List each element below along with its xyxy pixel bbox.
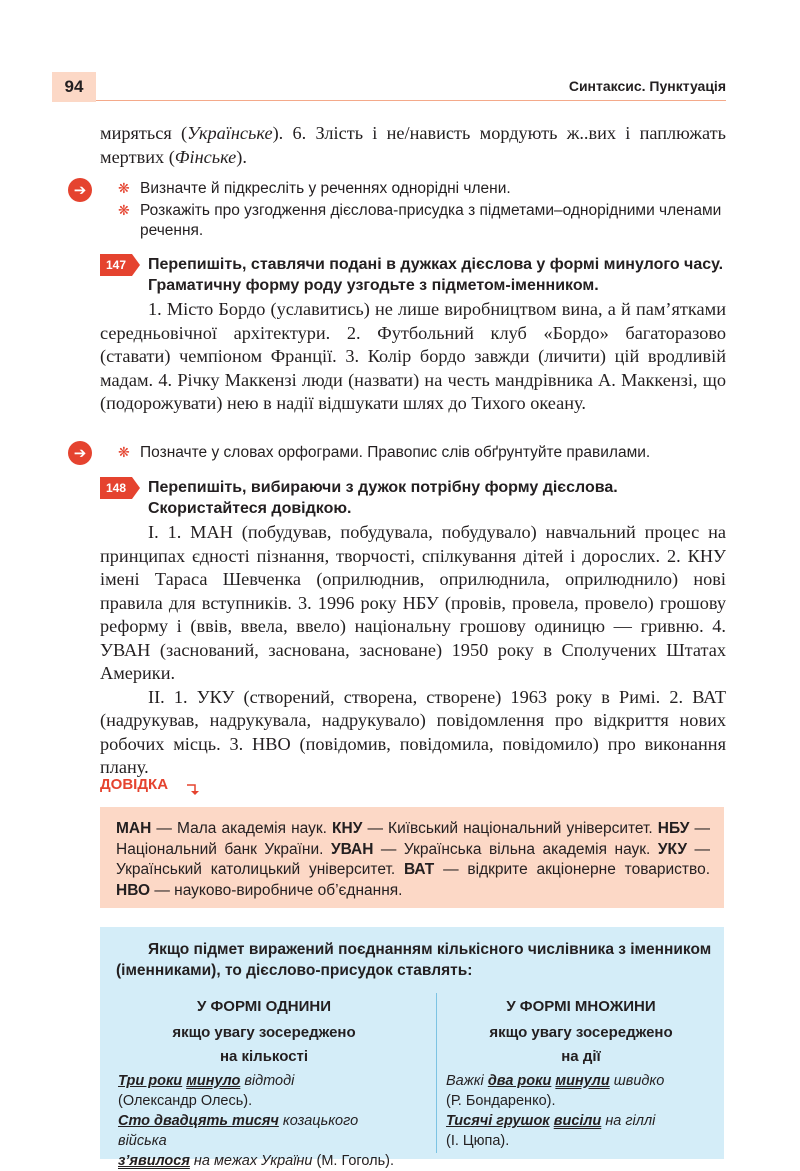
column-heading: У ФОРМІ ОДНИНИ	[197, 998, 331, 1015]
exercise-instruction: Перепишіть, вибираючи з дужок потрібну форму дієслова. Скористайтеся довідкою.	[148, 479, 618, 517]
exercise-instruction: Перепишіть, ставлячи подані в дужках дієслова у формі минулого часу. Граматичну форму роду узгодьте з підметом-іменником.	[148, 256, 724, 294]
exercise-text: І. 1. МАН (побудував, побудувала, побудувало) навчальний процес на принципах єдності пізнання, творчості, спілкування дітей і дорослих. 2. КНУ імені Тараса Шевченка (оприлюднив, оприлюднила, оприлюднило) нові правила для вступників. 3. 1996 року НБУ (провів, провела, провело) грошову реформу і (ввів, ввела, ввело) національну грошову одиницю — гривню. 4. УВАН (заснований, заснована, засноване) 1950 року в Сполучених Штатах Америки. ІІ. 1. УКУ (створений, створена, створене) 1963 року в Римі. 2. ВАТ (надрукував, надрукувала, надрукувало) повідомлення про відкриття нових робочих місць. 3. НВО (повідомив, повідомила, повідомило) про виконання плану.	[100, 522, 726, 777]
top-text: миряться (Українське). 6. Злість і не/нависть мордують ж..вих і паплюжать мертвих (Фінське).	[100, 123, 726, 167]
example: Сто двадцять тисяч козацького війська з’явилося на межах України (М. Гоголь).	[118, 1113, 395, 1169]
column-heading: У ФОРМІ МНОЖИНИ	[506, 998, 656, 1015]
bullet-icon: ❋	[118, 445, 130, 461]
task-item: ❋ Позначте у словах орфограми. Правопис слів обґрунтуйте правилами.	[118, 444, 651, 461]
example: Три роки минуло відтоді (Олександр Олесь).	[118, 1073, 295, 1109]
task-arrow-icon: ➔	[68, 441, 92, 465]
header-divider	[96, 100, 726, 101]
task-item: ❋ Визначте й підкресліть у реченнях однорідні члени.	[118, 180, 511, 197]
rule-box	[100, 927, 724, 1169]
task-item: ❋ Розкажіть про узгодження дієслова-присудка з підметами–однорідними членами речення.	[118, 202, 722, 239]
rule-column-plural	[446, 997, 716, 1151]
reference-title: ДОВІДКА	[100, 776, 169, 793]
example: Важкі два роки минули швидко (Р. Бондаренко).	[446, 1073, 665, 1109]
bullet-icon: ❋	[118, 203, 130, 219]
column-subheading: якщо увагу зосереджено	[172, 1024, 356, 1041]
exercise-number: 148	[100, 477, 132, 499]
rule-column-singular	[118, 997, 410, 1171]
column-subheading: на кількості	[219, 1048, 309, 1065]
bullet-icon: ❋	[118, 181, 130, 197]
task-arrow-icon: ➔	[68, 178, 92, 202]
page-number: 94	[52, 72, 96, 102]
column-divider	[436, 993, 437, 1153]
exercise-text: 1. Місто Бордо (уславитись) не лише виробництвом вина, а й пам’ятками середньовічної архітектури. 2. Футбольний клуб «Бордо» багаторазово (ставати) чемпіоном Франції. 3. Колір бордо завжди (личити) цій вродливій мадам. 4. Річку Маккензі люди (назвати) на честь мандрівника А. Маккензі, що (подорожувати) нею в надії відшукати шлях до Тихого океану.	[100, 299, 726, 413]
rule-intro: Якщо підмет виражений поєднанням кількісного числівника з іменником (іменниками), то дієслово-присудок ставлять:	[116, 941, 712, 979]
column-subheading: якщо увагу зосереджено	[489, 1024, 673, 1041]
column-subheading: на дії	[561, 1048, 601, 1065]
reference-box: МАН — Мала академія наук. КНУ — Київський національний університет. НБУ — Національний банк України. УВАН — Українська вільна академія наук. УКУ — Український католицький університет. ВАТ — відкрите акціонерне товариство. НВО — науково-виробниче об’єднання.	[100, 807, 724, 908]
example: Тисячі грушок висіли на гіллі (І. Цюпа).	[446, 1113, 656, 1149]
exercise-number: 147	[100, 254, 132, 276]
reference-arrow-icon	[186, 782, 200, 796]
running-title: Синтаксис. Пунктуація	[568, 78, 726, 94]
